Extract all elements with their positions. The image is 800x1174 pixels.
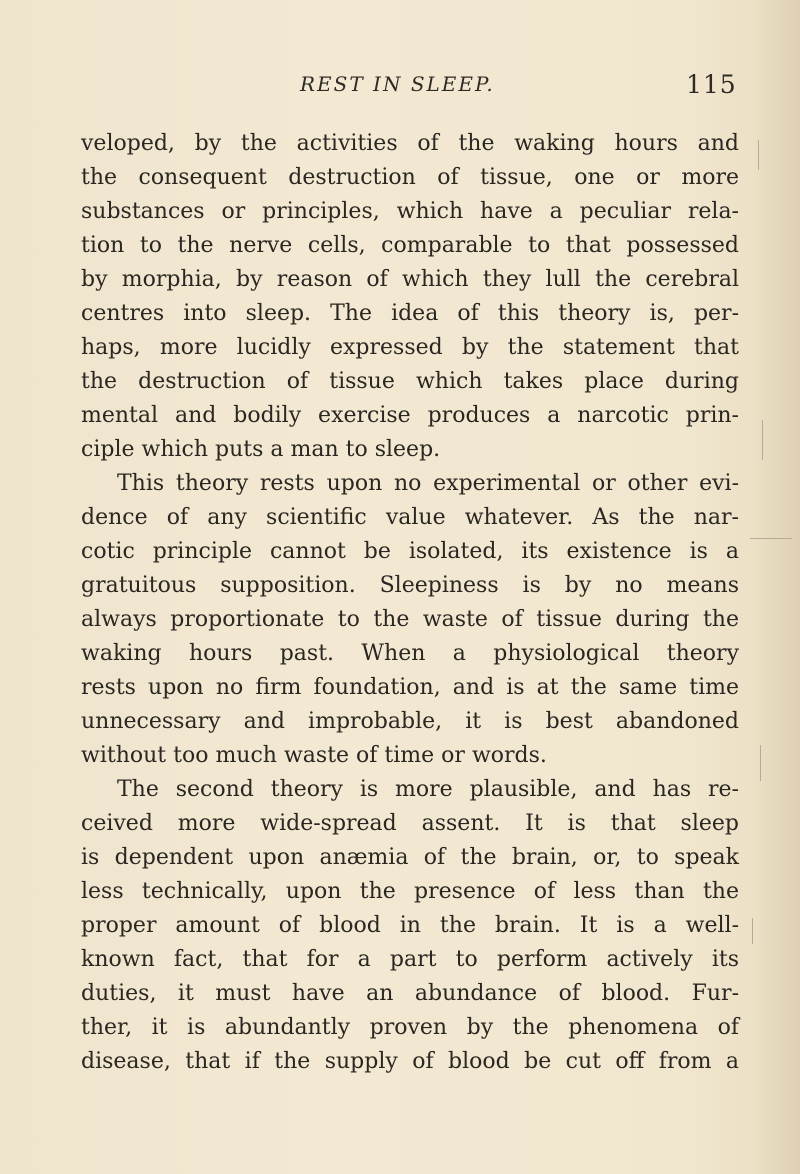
page-number: 115 [686,70,737,99]
text-line: ciple which puts a man to sleep. [81,437,441,462]
text-line: always proportionate to the waste of tissue during the [81,607,739,632]
text-line: haps, more lucidly expressed by the statement that [81,335,739,360]
text-line: cotic principle cannot be isolated, its existence is a [81,539,739,564]
text-line: substances or principles, which have a peculiar rela- [81,199,739,224]
text-line: disease, that if the supply of blood be cut off from a [81,1049,739,1074]
scan-mark [758,140,759,170]
scan-mark [750,538,792,539]
text-line: ther, it is abundantly proven by the phenomena of [81,1015,739,1040]
text-line: without too much waste of time or words. [81,743,547,768]
text-line: duties, it must have an abundance of blood. Fur- [81,981,739,1006]
scan-mark [760,745,761,781]
page-edge-shadow [752,0,800,1174]
text-line: dence of any scientific value whatever. As the nar- [81,505,739,530]
text-line: the destruction of tissue which takes place during [81,369,739,394]
scan-mark [752,918,753,944]
text-line: mental and bodily exercise produces a narcotic prin- [81,403,739,428]
text-line: known fact, that for a part to perform actively its [81,947,739,972]
text-line: rests upon no firm foundation, and is at the same time [81,675,739,700]
text-line: tion to the nerve cells, comparable to that possessed [81,233,739,258]
text-line: gratuitous supposition. Sleepiness is by no means [81,573,739,598]
text-line: is dependent upon anæmia of the brain, or, to speak [81,845,739,870]
text-line: less technically, upon the presence of less than the [81,879,739,904]
text-line: centres into sleep. The idea of this theory is, per- [81,301,739,326]
text-line: unnecessary and improbable, it is best abandoned [81,709,739,734]
running-title: REST IN SLEEP. [300,72,495,96]
text-line: by morphia, by reason of which they lull the cerebral [81,267,739,292]
body-text [81,127,739,1079]
text-line: This theory rests upon no experimental or other evi- [117,471,739,496]
text-line: veloped, by the activities of the waking hours and [81,131,739,156]
scan-mark [762,420,763,460]
text-line: proper amount of blood in the brain. It is a well- [81,913,739,938]
page-header [0,68,800,108]
text-line: the consequent destruction of tissue, one or more [81,165,739,190]
text-line: The second theory is more plausible, and has re- [117,777,739,802]
text-line: waking hours past. When a physiological theory [81,641,739,666]
text-line: ceived more wide-spread assent. It is that sleep [81,811,739,836]
